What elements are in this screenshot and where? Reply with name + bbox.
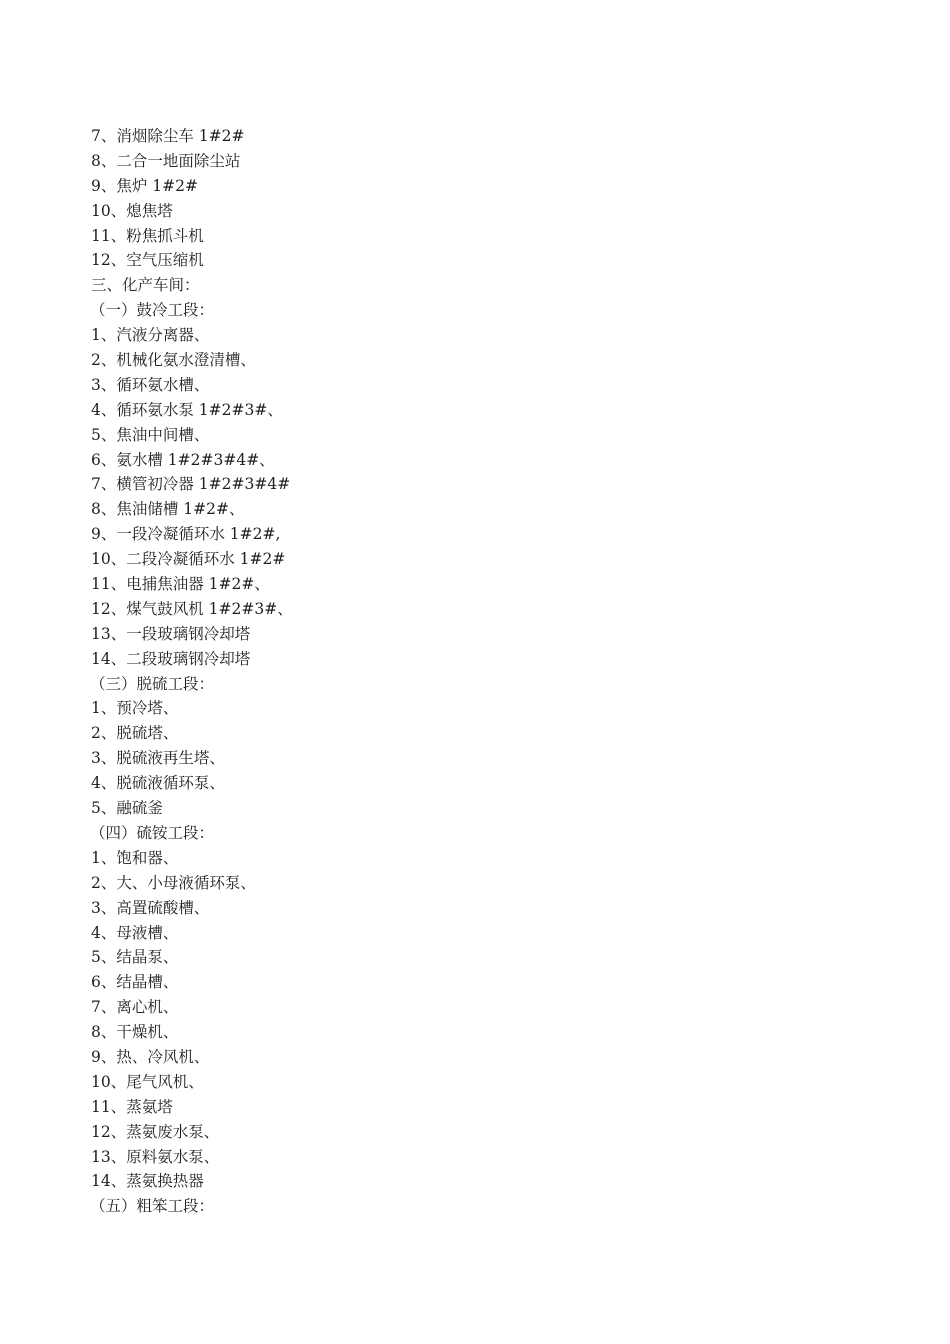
list-item: 3、脱硫液再生塔、 — [91, 749, 225, 768]
list-item: 8、干燥机、 — [91, 1023, 179, 1042]
list-item: 9、一段冷凝循环水 1#2#, — [91, 525, 281, 544]
list-item: 13、一段玻璃钢冷却塔 — [91, 624, 251, 643]
list-item: 7、横管初冷器 1#2#3#4# — [91, 475, 291, 494]
list-item: 11、电捕焦油器 1#2#、 — [91, 575, 270, 594]
list-item: 1、饱和器、 — [91, 848, 179, 867]
list-item: 3、高置硫酸槽、 — [91, 898, 210, 917]
list-item: 8、焦油储槽 1#2#、 — [91, 500, 245, 519]
list-item: 12、煤气鼓风机 1#2#3#、 — [91, 599, 293, 618]
list-item: 2、机械化氨水澄清槽、 — [91, 351, 256, 370]
document-body — [91, 124, 851, 1219]
list-item: 13、原料氨水泵、 — [91, 1147, 220, 1166]
list-item: 14、蒸氨换热器 — [91, 1172, 204, 1191]
list-item: 4、循环氨水泵 1#2#3#、 — [91, 400, 283, 419]
list-item: 6、结晶槽、 — [91, 973, 179, 992]
subsection-heading: （三）脱硫工段： — [90, 674, 215, 693]
list-item: 7、离心机、 — [91, 998, 179, 1017]
list-item: 8、二合一地面除尘站 — [91, 151, 241, 170]
subsection-heading: （四）硫铵工段： — [90, 823, 215, 842]
list-item: 11、粉焦抓斗机 — [91, 226, 204, 245]
section-heading: 三、化产车间： — [91, 276, 200, 295]
list-item: 10、二段冷凝循环水 1#2# — [91, 550, 286, 569]
list-item: 4、母液槽、 — [91, 923, 179, 942]
list-item: 1、汽液分离器、 — [91, 326, 210, 345]
list-item: 2、脱硫塔、 — [91, 724, 179, 743]
list-item: 5、结晶泵、 — [91, 948, 179, 967]
list-item: 3、循环氨水槽、 — [91, 375, 210, 394]
list-item: 10、尾气风机、 — [91, 1072, 204, 1091]
list-item: 11、蒸氨塔 — [91, 1097, 173, 1116]
list-item: 9、焦炉 1#2# — [91, 176, 198, 195]
subsection-heading: （一）鼓冷工段： — [90, 301, 215, 320]
list-item: 5、焦油中间槽、 — [91, 425, 210, 444]
list-item: 1、预冷塔、 — [91, 699, 179, 718]
list-item: 9、热、冷风机、 — [91, 1047, 210, 1066]
list-item: 4、脱硫液循环泵、 — [91, 774, 225, 793]
list-item: 12、蒸氨废水泵、 — [91, 1122, 220, 1141]
subsection-heading: （五）粗笨工段： — [90, 1197, 215, 1216]
list-item: 12、空气压缩机 — [91, 251, 204, 270]
list-item: 5、融硫釜 — [91, 799, 163, 818]
list-item: 10、熄焦塔 — [91, 201, 173, 220]
list-item: 2、大、小母液循环泵、 — [91, 873, 256, 892]
list-item: 7、消烟除尘车 1#2# — [91, 127, 245, 145]
list-item: 14、二段玻璃钢冷却塔 — [91, 649, 251, 668]
list-item: 6、氨水槽 1#2#3#4#、 — [91, 450, 275, 469]
